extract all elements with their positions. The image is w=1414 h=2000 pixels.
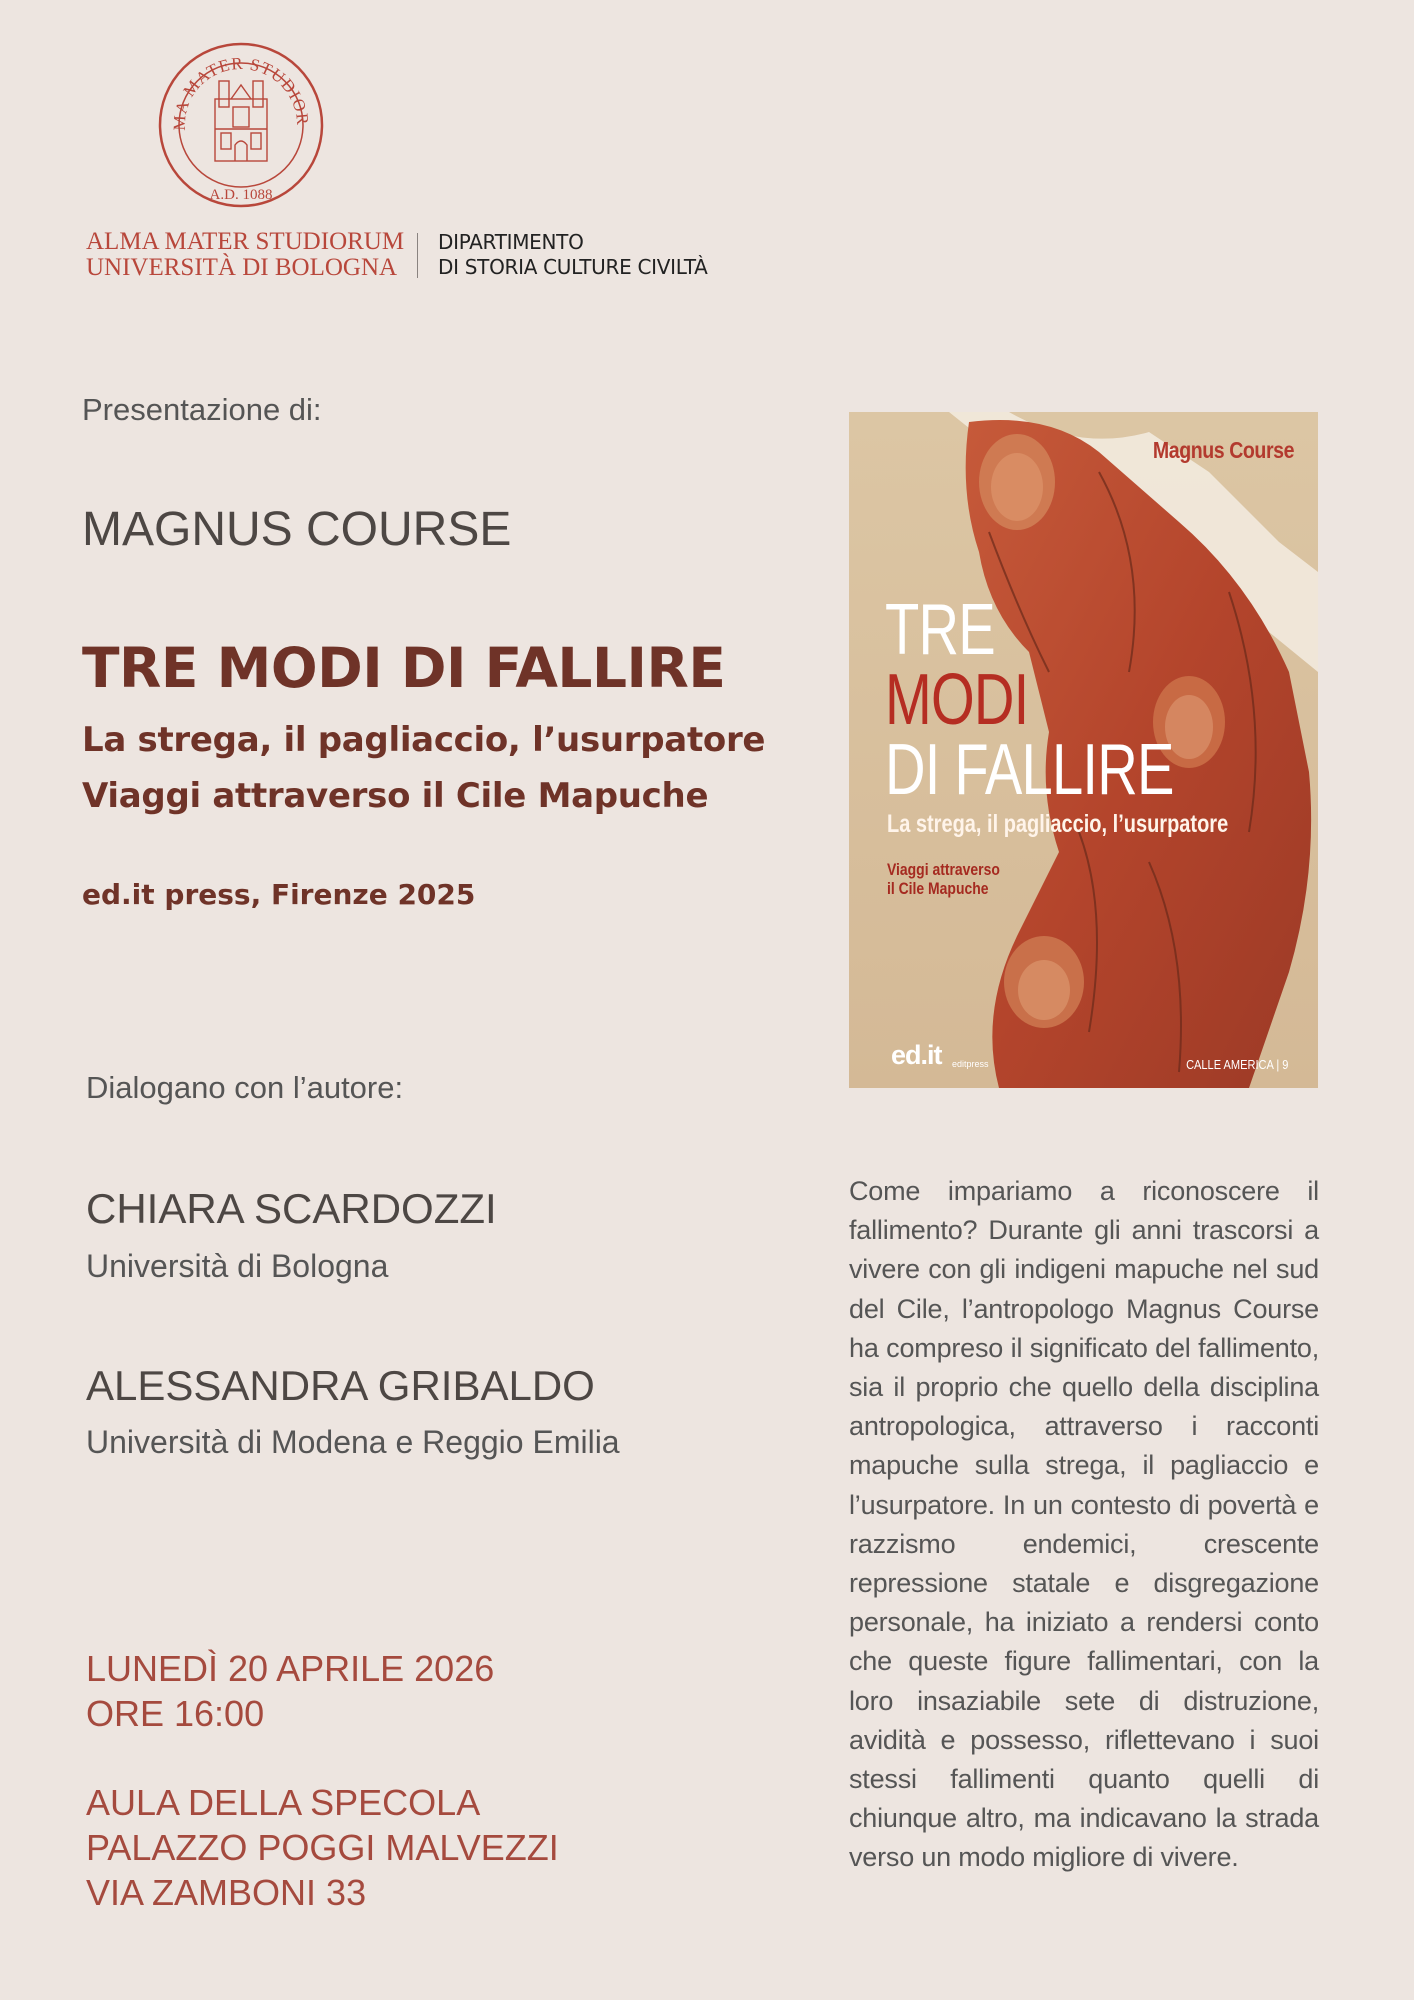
university-name <box>86 229 406 281</box>
cover-title-line3: DI FALLIRE <box>885 730 1174 810</box>
venue-building: PALAZZO POGGI MALVEZZI <box>86 1827 559 1868</box>
speaker-name: CHIARA SCARDOZZI <box>86 1185 497 1232</box>
cover-tagline-line1: Viaggi attraverso <box>887 860 1000 879</box>
cover-author: Magnus Course <box>1152 437 1294 463</box>
event-date: LUNEDÌ 20 APRILE 2026 <box>86 1648 495 1689</box>
venue-address: VIA ZAMBONI 33 <box>86 1872 367 1913</box>
author-name: MAGNUS COURSE <box>82 503 512 556</box>
cover-publisher-logo: ed.it <box>891 1040 942 1070</box>
header-divider <box>417 233 418 278</box>
university-seal-logo <box>157 41 325 209</box>
book-cover-image <box>849 412 1318 1088</box>
speaker-affiliation: Università di Modena e Reggio Emilia <box>86 1424 620 1460</box>
book-subtitle-line1: La strega, il pagliaccio, l’usurpatore <box>82 720 766 760</box>
speaker-affiliation: Università di Bologna <box>86 1248 389 1284</box>
book-description: Come impariamo a riconoscere il fallimento? Durante gli anni trascorsi a vivere con gli indigeni mapuche nel sud del Cile, l’antropologo Magnus Course ha compreso il significato del fallimento, sia il proprio che quello della disciplina antropologica, attraverso i racconti mapuche sulla strega, il pagliaccio e l’usurpatore. In un contesto di povertà e razzismo endemici, crescente repressione statale e disgregazione personale, ha iniziato a rendersi conto che queste figure fallimentari, con la loro insaziabile sete di distruzione, avidità e possesso, riflettevano i suoi stessi fallimenti quanto quelli di chiunque altro, ma indicavano la strada verso un modo migliore di vivere. <box>849 1176 1319 1873</box>
university-name-line1: ALMA MATER STUDIORUM <box>86 228 405 255</box>
department-line1: DIPARTIMENTO <box>438 230 584 254</box>
cover-subtitle: La strega, il pagliaccio, l’usurpatore <box>887 810 1229 838</box>
dialogue-intro: Dialogano con l’autore: <box>86 1070 404 1105</box>
svg-text:A.D. 1088: A.D. 1088 <box>209 187 273 203</box>
book-title: TRE MODI DI FALLIRE <box>82 636 726 700</box>
cover-title-line1: TRE <box>885 590 995 670</box>
cover-publisher-name: editpress <box>952 1059 989 1069</box>
cover-tagline-line2: il Cile Mapuche <box>887 879 989 898</box>
venue-room: AULA DELLA SPECOLA <box>86 1782 481 1823</box>
department-line2: DI STORIA CULTURE CIVILTÀ <box>438 255 708 279</box>
university-name-line2: UNIVERSITÀ DI BOLOGNA <box>86 254 398 281</box>
svg-text:ALMA MATER STUDIORUM: MA MATER STUDIOR <box>169 53 313 131</box>
department-name <box>438 230 708 280</box>
event-time: ORE 16:00 <box>86 1693 265 1734</box>
cover-title-line2: MODI <box>885 660 1029 740</box>
book-subtitle-line2: Viaggi attraverso il Cile Mapuche <box>82 776 709 816</box>
presentation-intro: Presentazione di: <box>82 392 322 427</box>
publisher-info: ed.it press, Firenze 2025 <box>82 878 476 911</box>
speaker-name: ALESSANDRA GRIBALDO <box>86 1362 595 1409</box>
cover-series: CALLE AMERICA | 9 <box>1185 1057 1288 1072</box>
